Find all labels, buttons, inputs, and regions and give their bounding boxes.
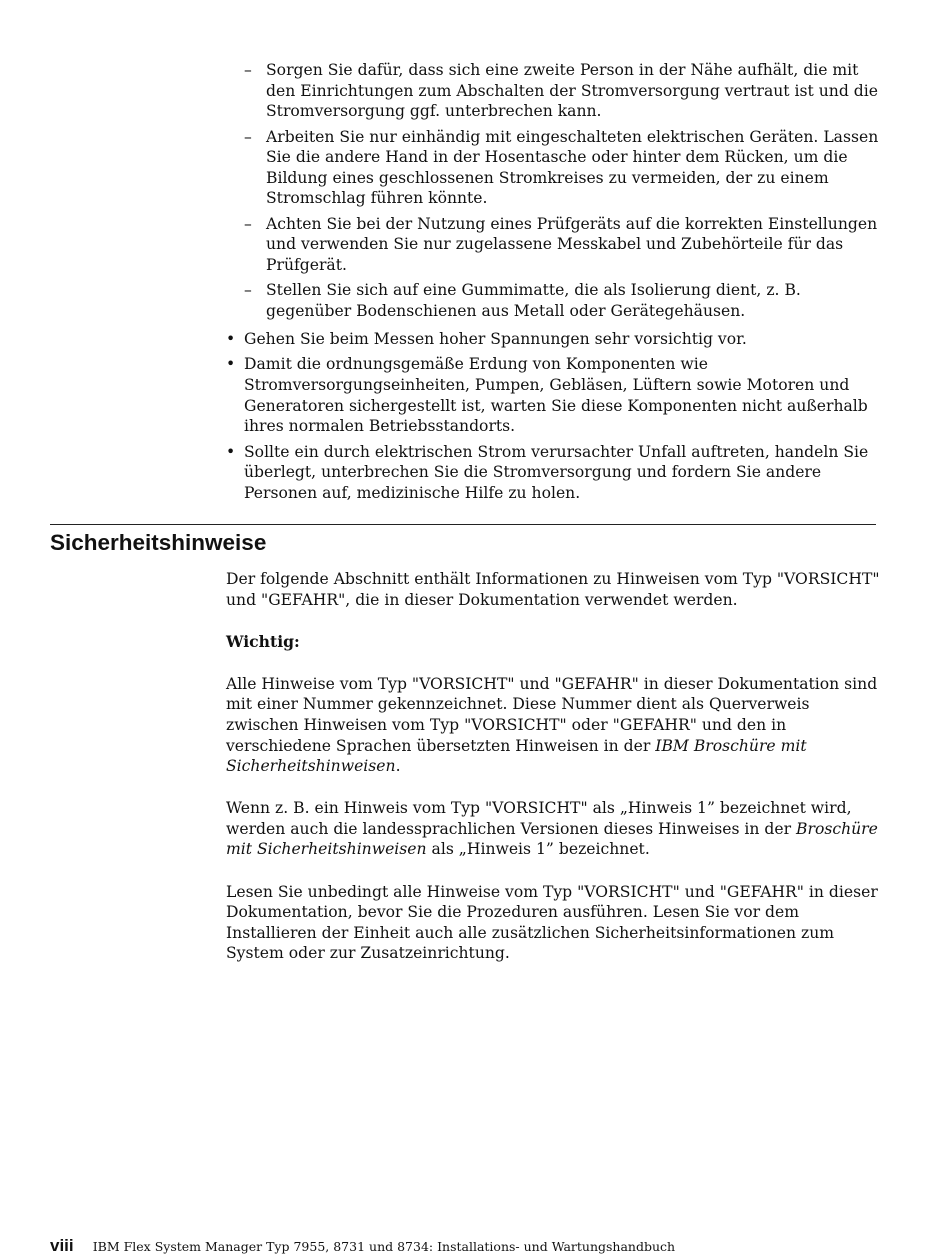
- section-body: [226, 569, 880, 985]
- bullet-item-text: Damit die ordnungsgemäße Erdung von Komponenten wie Stromversorgungseinheiten, Pumpen, Gebläsen, Lüftern sowie Motoren und Generatoren sichergestellt ist, warten Sie diese Komponenten nicht außerhalb ihres normalen Betriebsstandorts.: [244, 355, 868, 436]
- bullet-list-item: [226, 442, 880, 504]
- dash-list-item: [244, 127, 880, 209]
- dash-item-text: Sorgen Sie dafür, dass sich eine zweite Person in der Nähe aufhält, die mit den Einrichtungen zum Abschalten der Stromversorgung vertraut ist und die Stromversorgung ggf. unterbrechen kann.: [266, 61, 878, 121]
- safety-booklet-title: IBM Broschüre mit Sicherheitshinweisen: [226, 736, 807, 776]
- numbering-end: .: [395, 757, 401, 776]
- numbering-text: Alle Hinweise vom Typ "VORSICHT" und "GEFAHR" in dieser Dokumentation sind mit einer Nummer gekennzeichnet. Diese Nummer dient als Querverweis zwischen Hinweisen vom Typ "VORSICHT" oder "GEFAHR" und den in verschiedene Sprachen übersetzten Hinweisen in der: [226, 674, 878, 755]
- bullet-list: [226, 329, 880, 508]
- dash-list-item: [244, 214, 880, 276]
- read-all-paragraph: Lesen Sie unbedingt alle Hinweise vom Typ "VORSICHT" und "GEFAHR" in dieser Dokumentation, bevor Sie die Prozeduren ausführen. Lesen Sie vor dem Installieren der Einheit auch alle zusätzlichen Sicherheitsinformationen zum System oder zur Zusatzeinrichtung.: [226, 882, 878, 963]
- dash-marker: –: [244, 127, 252, 146]
- bullet-list-item: [226, 354, 880, 436]
- intro-paragraph: Der folgende Abschnitt enthält Informationen zu Hinweisen vom Typ "VORSICHT" und "GEFAHR", die in dieser Dokumentation verwendet werden.: [226, 570, 880, 609]
- example-end: als „Hinweis 1” bezeichnet.: [426, 840, 650, 859]
- dash-item-text: Arbeiten Sie nur einhändig mit eingeschalteten elektrischen Geräten. Lassen Sie die andere Hand in der Hosentasche oder hinter dem Rücken, um die Bildung eines geschlossenen Stromkreises zu vermeiden, der zu einem Stromschlag führen könnte.: [266, 127, 879, 208]
- dash-item-text: Achten Sie bei der Nutzung eines Prüfgeräts auf die korrekten Einstellungen und verwenden Sie nur zugelassene Messkabel und Zubehörteile für das Prüfgerät.: [266, 214, 878, 274]
- dash-item-text: Stellen Sie sich auf eine Gummimatte, die als Isolierung dient, z. B. gegenüber Bodenschienen aus Metall oder Gerätegehäusen.: [266, 281, 801, 320]
- section-divider: [50, 524, 876, 525]
- dash-marker: –: [244, 281, 252, 300]
- section-heading: Sicherheitshinweise: [50, 530, 267, 555]
- booklet-title: Broschüre mit Sicherheitshinweisen: [226, 819, 878, 859]
- dash-list: [244, 60, 880, 326]
- page-footer: [50, 1236, 900, 1256]
- footer-title: IBM Flex System Manager Typ 7955, 8731 und 8734: Installations- und Wartungshandbuch: [92, 1239, 676, 1254]
- bullet-item-text: Gehen Sie beim Messen hoher Spannungen sehr vorsichtig vor.: [244, 330, 747, 348]
- important-label: Wichtig:: [226, 631, 300, 651]
- bullet-marker: •: [226, 355, 236, 374]
- bullet-marker: •: [226, 330, 236, 348]
- bullet-marker: •: [226, 442, 236, 461]
- important-paragraph: [226, 632, 880, 653]
- page-number: viii: [50, 1236, 74, 1255]
- dash-list-item: [244, 280, 880, 321]
- numbering-paragraph: [226, 674, 880, 777]
- dash-list-item: [244, 60, 880, 122]
- example-paragraph: [226, 798, 880, 860]
- bullet-list-item: [226, 329, 880, 350]
- example-text: Wenn z. B. ein Hinweis vom Typ "VORSICHT" als „Hinweis 1” bezeichnet wird, werden auch die landessprachlichen Versionen dieses Hinweises in der: [226, 799, 852, 838]
- dash-marker: –: [244, 214, 252, 233]
- bullet-item-text: Sollte ein durch elektrischen Strom verursachter Unfall auftreten, handeln Sie überlegt, unterbrechen Sie die Stromversorgung und fordern Sie andere Personen auf, medizinische Hilfe zu holen.: [244, 442, 869, 502]
- dash-marker: –: [244, 61, 252, 79]
